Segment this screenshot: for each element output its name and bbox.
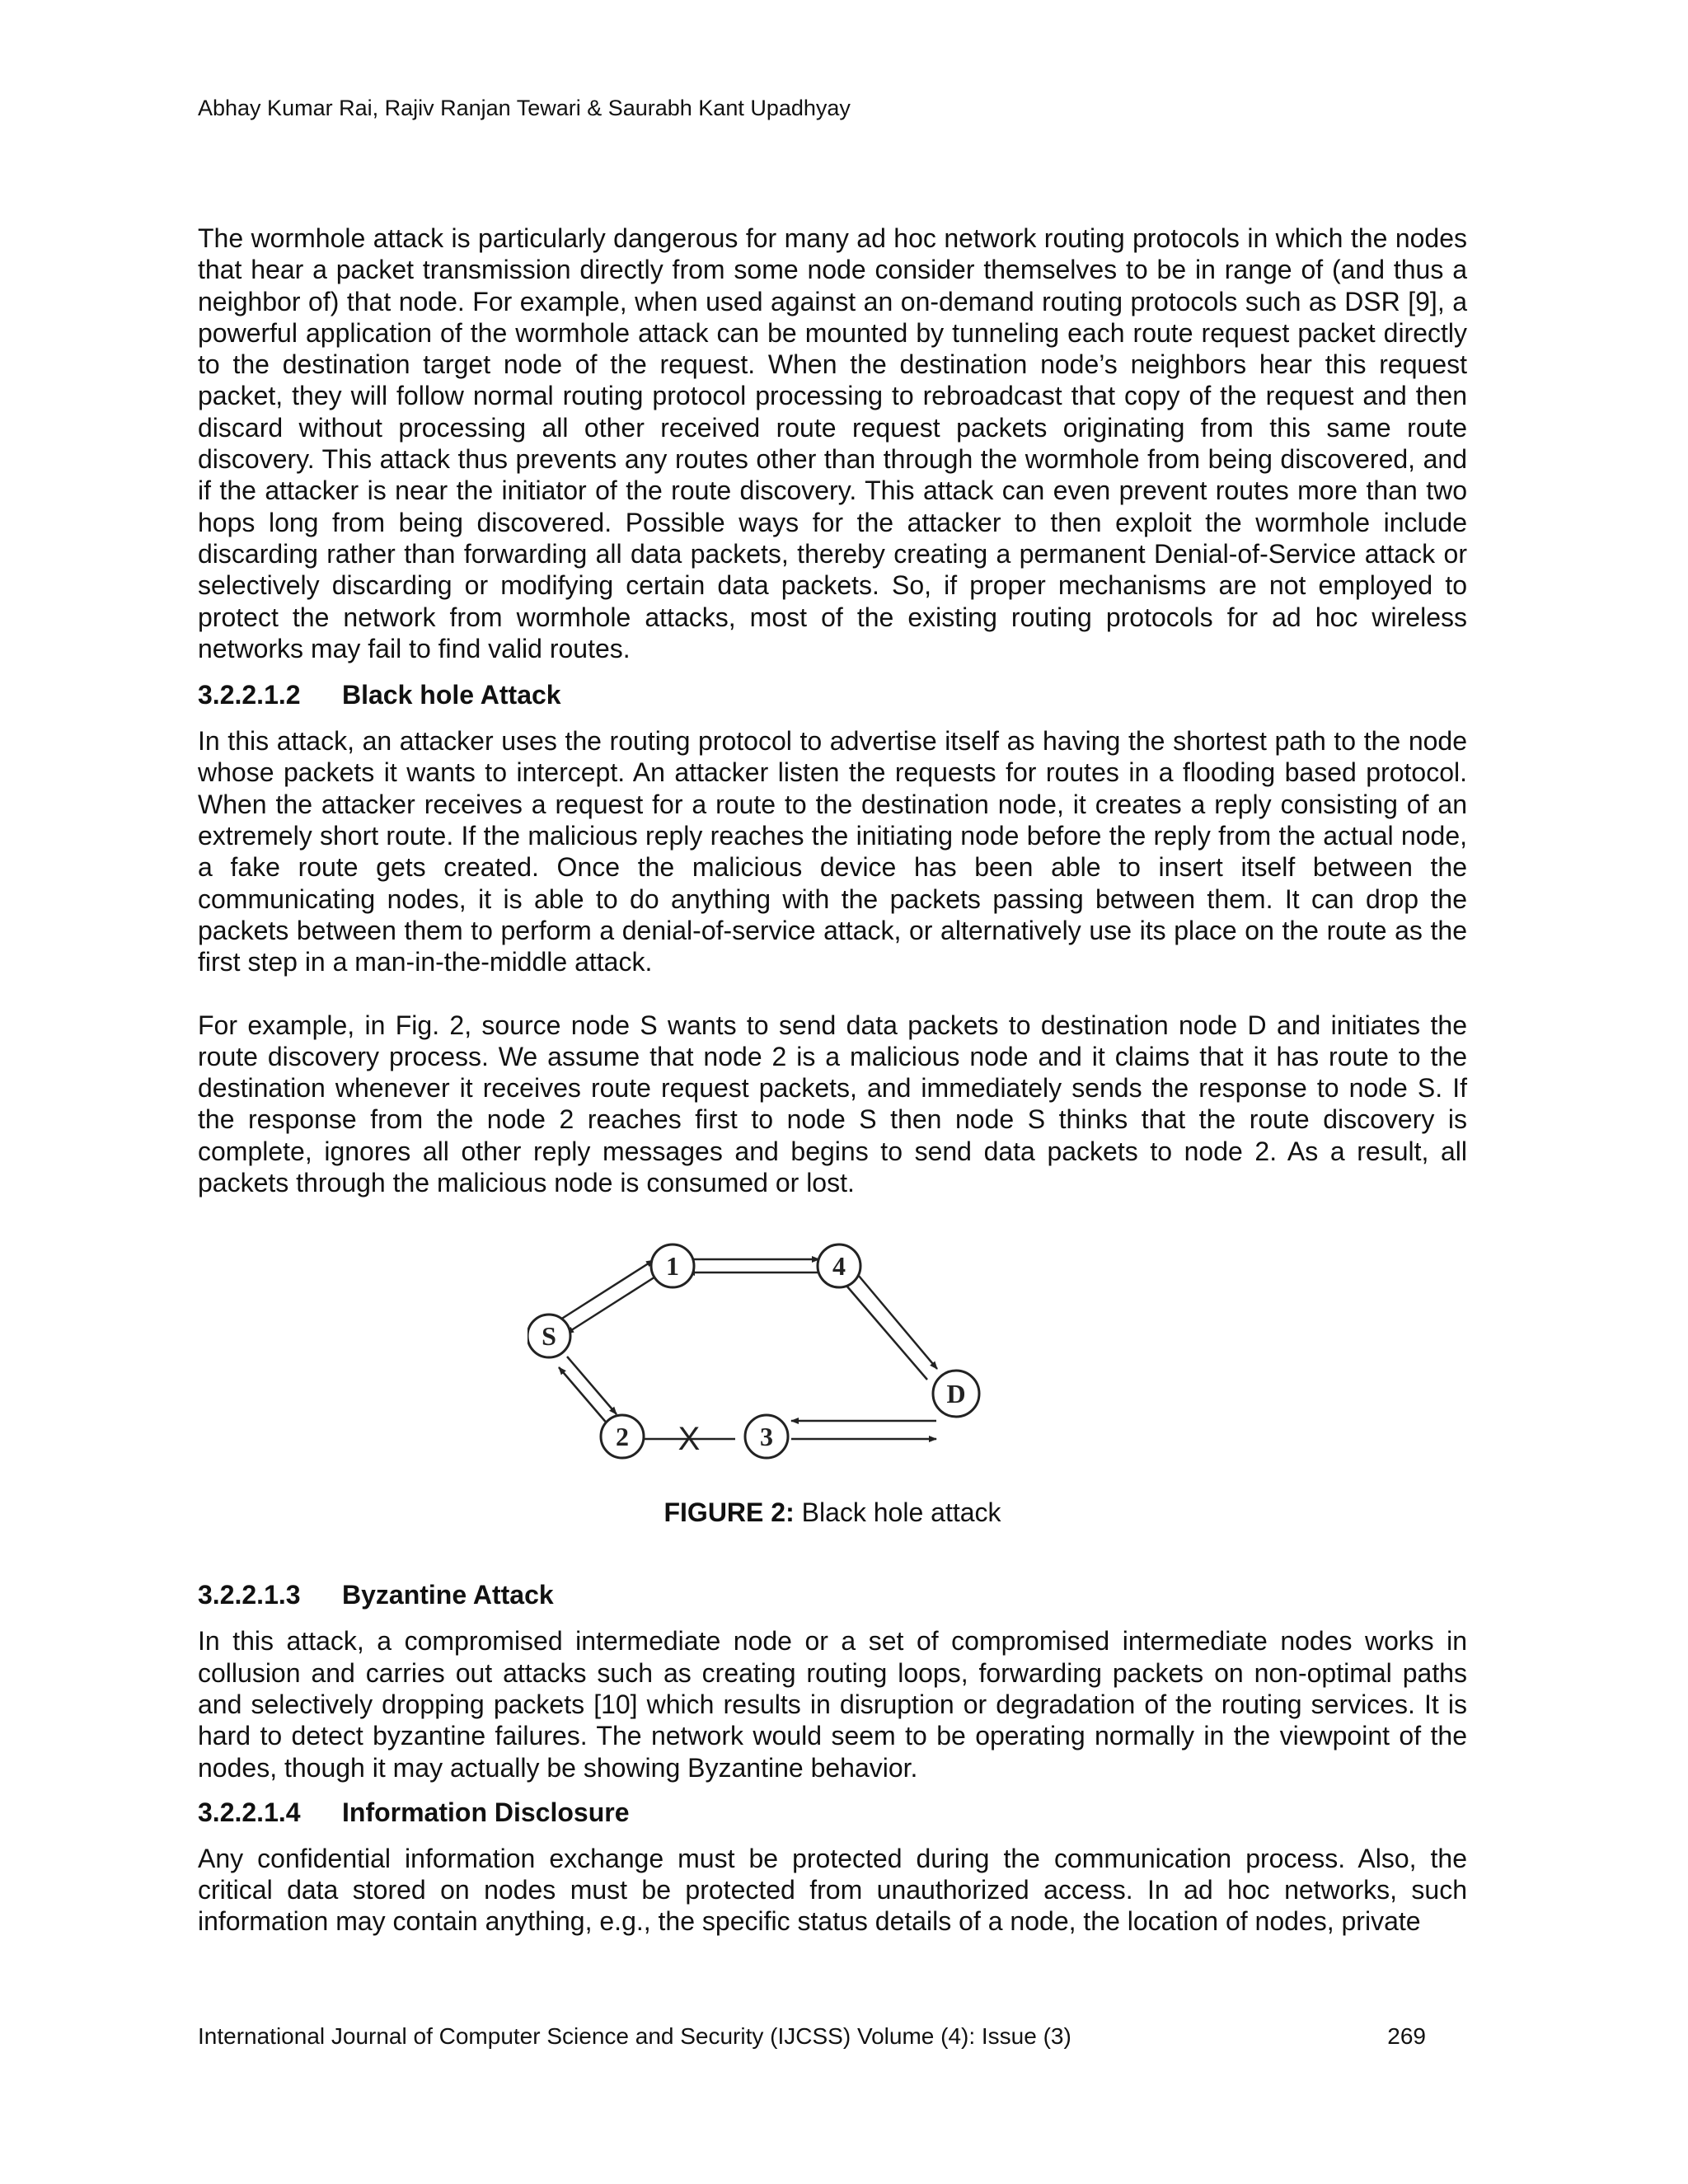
node-3 (745, 1415, 788, 1458)
node-s (528, 1315, 570, 1357)
node-label: 1 (666, 1251, 679, 1282)
section-title: Byzantine Attack (342, 1580, 554, 1610)
section-heading-disclosure (198, 1797, 1467, 1828)
node-4 (818, 1244, 860, 1287)
node-label: 3 (760, 1422, 773, 1452)
edge-4-to-d (854, 1270, 937, 1369)
running-head: Abhay Kumar Rai, Rajiv Ranjan Tewari & Saurabh Kant Upadhyay (198, 96, 851, 120)
figure-blackhole-diagram (198, 1208, 1467, 1480)
node-label: 4 (832, 1251, 846, 1282)
section-number: 3.2.2.1.2 (198, 680, 301, 710)
page-number: 269 (1387, 2023, 1426, 2049)
edge-s-to-1 (560, 1260, 654, 1319)
section-title: Information Disclosure (342, 1797, 630, 1827)
paragraph-disclosure: Any confidential information exchange must be protected during the communication process. Also, the critical data stored on nodes must be protected from unauthorized access. In ad hoc networks, such information may contain anything, e.g., the specific status details of a node, the location of nodes, private (198, 1843, 1467, 1937)
paragraph-blackhole-1: In this attack, an attacker uses the routing protocol to advertise itself as having the shortest path to the node whose packets it wants to intercept. An attacker listen the requests for routes in a flooding based protocol. When the attacker receives a request for a route to the destination node, it creates a reply consisting of an extremely short route. If the malicious reply reaches the initiating node before the reply from the actual node, a fake route gets created. Once the malicious device has been able to insert itself between the communicating nodes, it is able to do anything with the packets passing between them. It can drop the packets between them to perform a denial-of-service attack, or alternatively use its place on the route as the first step in a man-in-the-middle attack. (198, 726, 1467, 977)
page-body (198, 223, 1467, 1938)
section-number: 3.2.2.1.3 (198, 1580, 301, 1610)
page-footer (198, 2023, 1426, 2050)
edge-1-to-s (566, 1274, 659, 1333)
network-diagram (528, 1208, 1137, 1480)
section-heading-byzantine (198, 1579, 1467, 1610)
figure-caption (198, 1497, 1467, 1528)
section-number: 3.2.2.1.4 (198, 1797, 301, 1827)
paragraph-byzantine: In this attack, a compromised intermediate node or a set of compromised intermediate nodes works in collusion and carries out attacks such as creating routing loops, forwarding packets on non-optimal paths and selectively dropping packets [10] which results in disruption or degradation of the routing services. It is hard to detect byzantine failures. The network would seem to be operating normally in the viewpoint of the nodes, though it may actually be showing Byzantine behavior. (198, 1626, 1467, 1783)
cut-mark: X (678, 1421, 701, 1458)
node-d (933, 1371, 979, 1417)
edge-d-to-4 (842, 1280, 927, 1380)
section-title: Black hole Attack (342, 680, 561, 710)
caption-text: Black hole attack (794, 1497, 1001, 1528)
caption-label: FIGURE 2: (663, 1497, 795, 1528)
node-label: S (542, 1321, 556, 1352)
journal-citation: International Journal of Computer Science and Security (IJCSS) Volume (4): Issue (3) (198, 2023, 1071, 2049)
paragraph-wormhole: The wormhole attack is particularly dangerous for many ad hoc network routing protocols in which the nodes that hear a packet transmission directly from some node consider themselves to be in range of (and thus a neighbor of) that node. For example, when used against an on-demand routing protocols such as DSR [9], a powerful application of the wormhole attack can be mounted by tunneling each route request packet directly to the destination target node of the request. When the destination node’s neighbors hear this request packet, they will follow normal routing protocol processing to rebroadcast that copy of the request and then discard without processing all other received route request packets originating from this same route discovery. This attack thus prevents any routes other than through the wormhole from being discovered, and if the attacker is near the initiator of the route discovery. This attack can even prevent routes more than two hops long from being discovered. Possible ways for the attacker to then exploit the wormhole include discarding rather than forwarding all data packets, thereby creating a permanent Denial-of-Service attack or selectively discarding or modifying certain data packets. So, if proper mechanisms are not employed to protect the network from wormhole attacks, most of the existing routing protocols for ad hoc wireless networks may fail to find valid routes. (198, 223, 1467, 663)
node-label: 2 (616, 1422, 629, 1452)
section-heading-blackhole (198, 679, 1467, 710)
node-1 (651, 1244, 694, 1287)
node-label: D (946, 1379, 966, 1409)
paragraph-blackhole-2: For example, in Fig. 2, source node S wants to send data packets to destination node D and initiates the route discovery process. We assume that node 2 is a malicious node and it claims that it has route to the destination whenever it receives route request packets, and immediately sends the response to node S. If the response from the node 2 reaches first to node S then node S thinks that the route discovery is complete, ignores all other reply messages and begins to send data packets to node 2. As a result, all packets through the malicious node is consumed or lost. (198, 1010, 1467, 1198)
node-2 (601, 1415, 644, 1458)
